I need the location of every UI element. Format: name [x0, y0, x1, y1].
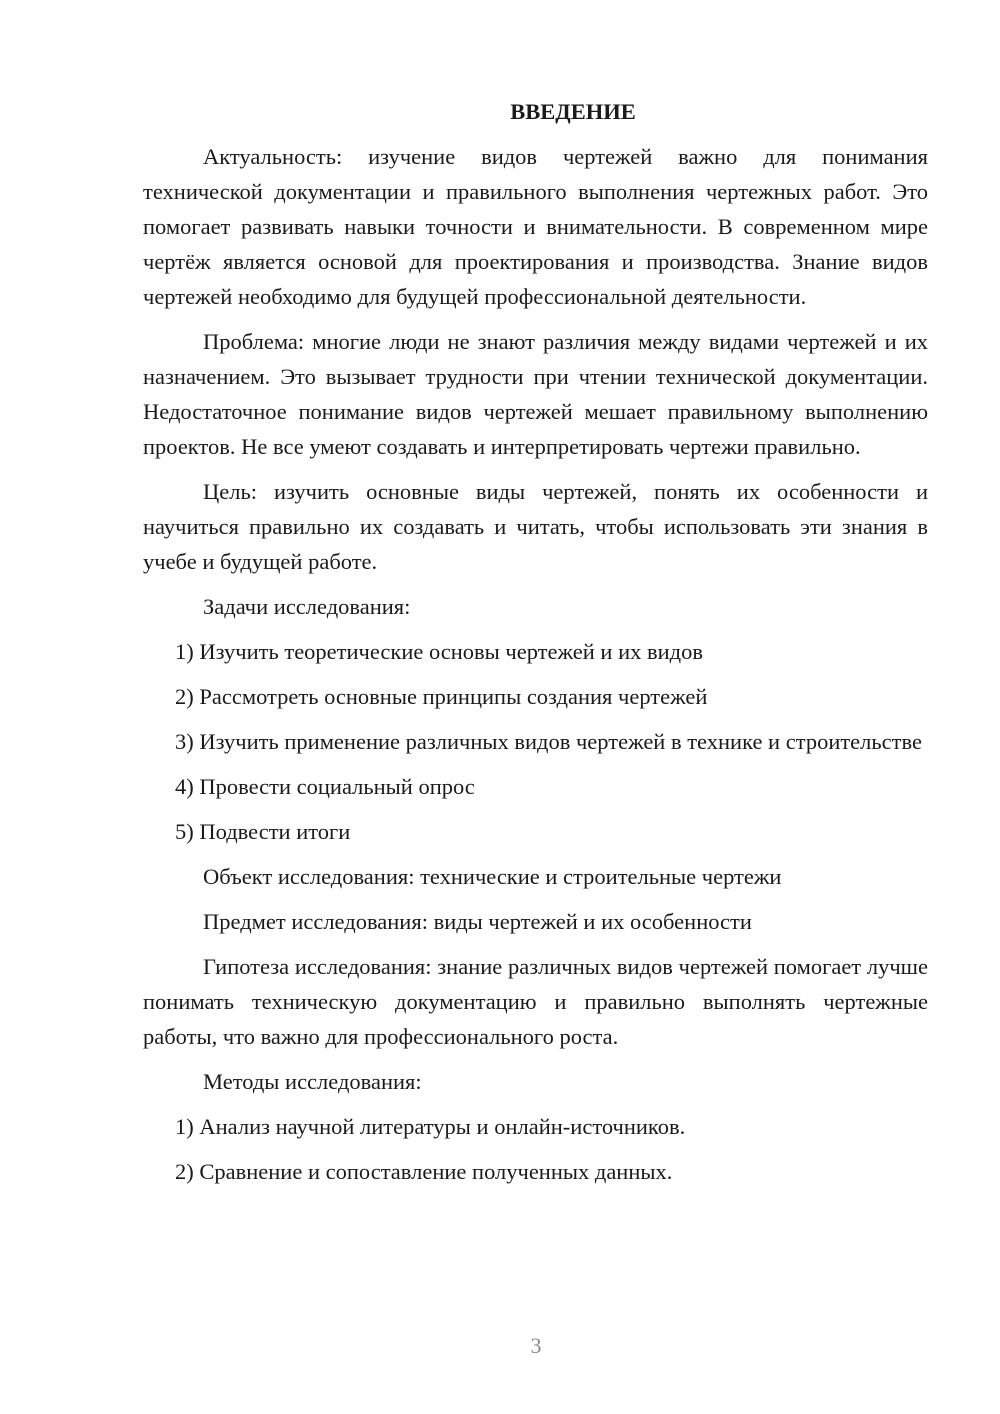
- research-object: Объект исследования: технические и строительные чертежи: [203, 864, 782, 889]
- method-item: 2) Сравнение и сопоставление полученных данных.: [175, 1159, 673, 1184]
- relevance-paragraph: Актуальность: изучение видов чертежей важно для понимания технической документации и правильного выполнения чертежных работ. Это помогает развивать навыки точности и внимательности. В современном мире чертёж является основой для проектирования и производства. Знание видов чертежей необходимо для будущей профессиональной деятельности.: [143, 144, 928, 309]
- goal-paragraph: Цель: изучить основные виды чертежей, понять их особенности и научиться правильно их создавать и читать, чтобы использовать эти знания в учебе и будущей работе.: [143, 479, 928, 574]
- task-item: 1) Изучить теоретические основы чертежей и их видов: [175, 639, 703, 664]
- tasks-heading: Задачи исследования:: [203, 594, 411, 619]
- method-item: 1) Анализ научной литературы и онлайн-источников.: [175, 1114, 686, 1139]
- research-subject: Предмет исследования: виды чертежей и их особенности: [203, 909, 752, 934]
- section-title: ВВЕДЕНИЕ: [510, 99, 636, 124]
- task-item: 5) Подвести итоги: [175, 819, 351, 844]
- page-number: 3: [530, 1333, 542, 1358]
- task-item: 2) Рассмотреть основные принципы создания чертежей: [175, 684, 708, 709]
- page-content: [143, 94, 928, 1199]
- hypothesis-paragraph: Гипотеза исследования: знание различных видов чертежей помогает лучше понимать техническую документацию и правильно выполнять чертежные работы, что важно для профессионального роста.: [143, 954, 928, 1049]
- methods-heading: Методы исследования:: [203, 1069, 422, 1094]
- task-item: 3) Изучить применение различных видов чертежей в технике и строительстве: [175, 729, 922, 754]
- task-item: 4) Провести социальный опрос: [175, 774, 475, 799]
- problem-paragraph: Проблема: многие люди не знают различия между видами чертежей и их назначением. Это вызывает трудности при чтении технической документации. Недостаточное понимание видов чертежей мешает правильному выполнению проектов. Не все умеют создавать и интерпретировать чертежи правильно.: [143, 329, 928, 459]
